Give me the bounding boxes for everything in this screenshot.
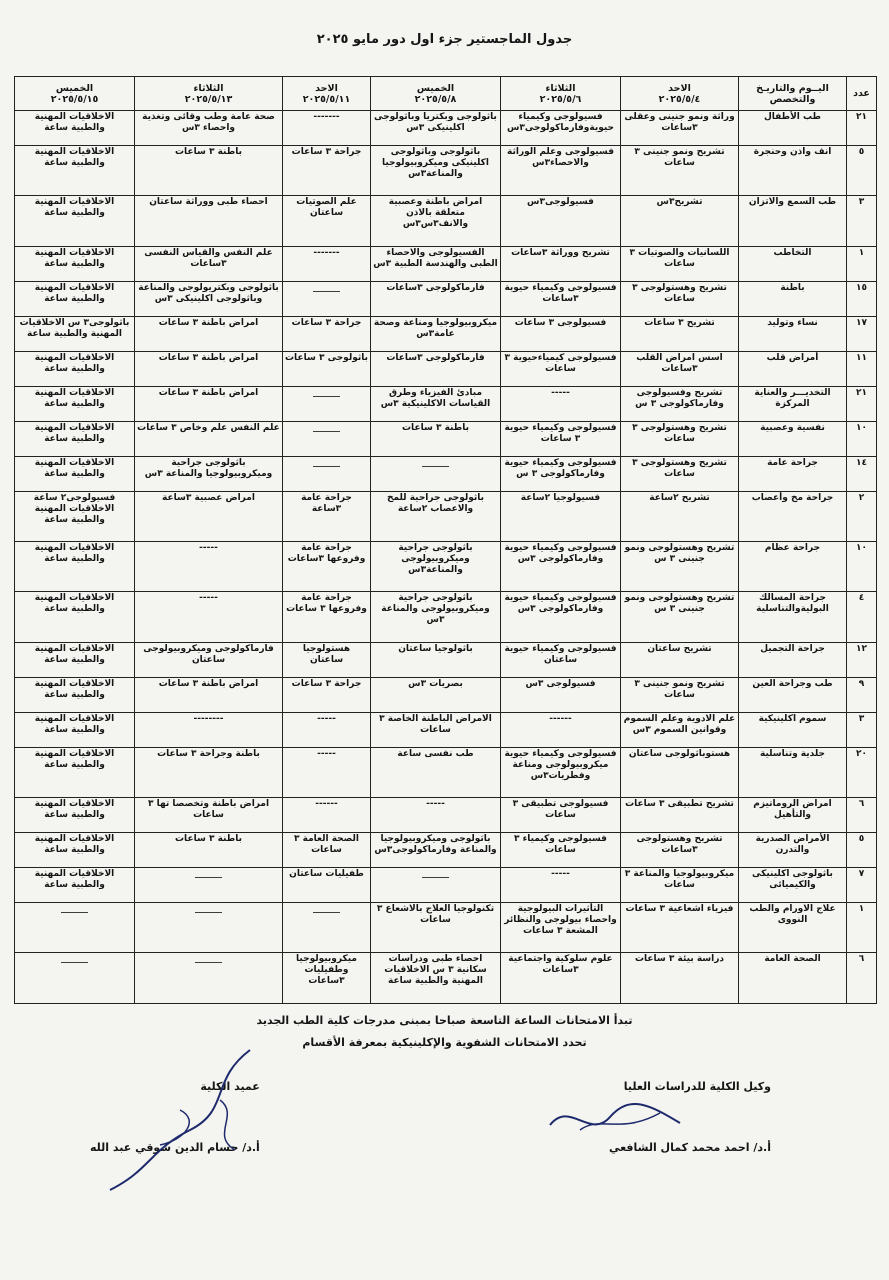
exam-cell: باثولوجى جراحية وميكروبيولوجيا والمناعة ٣س [135,456,283,491]
header-day-6: الخميس ٢٠٢٥/٥/١٥ [15,77,135,111]
exam-cell: الاخلاقيات المهنية والطبية ساعة [15,386,135,421]
exam-cell: الاخلاقيات المهنية والطبية ساعة [15,833,135,868]
exam-cell: باطنة ٣ ساعات [371,421,501,456]
row-specialty: جراحة عامة [739,456,847,491]
row-specialty: طب الأطفال [739,111,847,146]
exam-cell: ______ [371,868,501,903]
header-count: عدد [847,77,877,111]
exam-cell: الاخلاقيات المهنية والطبية ساعة [15,456,135,491]
row-specialty: علاج الاورام والطب النووى [739,903,847,953]
exam-cell: تشريح وهستولوجى ونمو جنينى ٣ س [621,592,739,642]
row-count: ١ [847,246,877,281]
exam-cell: هستولوجيا ساعتان [283,642,371,677]
exam-cell: تشريح وهستولوجى ٣ ساعات [621,421,739,456]
exam-cell: ______ [283,421,371,456]
row-specialty: باطنة [739,281,847,316]
exam-cell: ______ [283,281,371,316]
exam-cell: تشريح ٣ ساعات [621,316,739,351]
row-count: ٢ [847,491,877,541]
table-row [15,351,877,386]
exam-cell: الاخلاقيات المهنية والطبية ساعة [15,677,135,712]
exam-cell: الاخلاقيات المهنية والطبية ساعة [15,747,135,797]
exam-cell: فسيولوجى ٣س [501,677,621,712]
exam-cell: تشريح ونمو جنينى ٣ ساعات [621,145,739,195]
table-row [15,642,877,677]
row-count: ٢١ [847,111,877,146]
table-row [15,868,877,903]
exam-schedule-table [14,76,877,1004]
exam-cell: باثولوجى وبكتريا وباثولوجى اكلينيكى ٣س [371,111,501,146]
exam-cell: فسيولوجى وكيمياء حيوية ساعتان [501,642,621,677]
exam-cell: طب نفسى ساعة [371,747,501,797]
row-specialty: جراحة عظام [739,542,847,592]
row-count: ٥ [847,833,877,868]
exam-cell: امراض باطنة وعصبية متعلقة بالاذن والانف٣س٣س [371,196,501,246]
exam-cell: اسس امراض القلب ٣ساعات [621,351,739,386]
row-count: ٦ [847,953,877,1004]
exam-cell: ______ [135,903,283,953]
exam-cell: فسيولوجى وكيمياء ٣ ساعات [501,833,621,868]
exam-cell: تشريح وفسيولوجى وفارماكولوجى ٣ س [621,386,739,421]
exam-cell: ميكروبيولوجيا والمناعة ٣ ساعات [621,868,739,903]
exam-cell: فسيولوجى تطبيقى ٣ ساعات [501,798,621,833]
exam-cell: جراحة عامة وفروعها ٣ساعات [283,542,371,592]
row-count: ٤ [847,592,877,642]
row-specialty: الصحة العامة [739,953,847,1004]
exam-cell: ------ [283,798,371,833]
row-count: ١٤ [847,456,877,491]
row-specialty: طب السمع والاتزان [739,196,847,246]
exam-cell: الاخلاقيات المهنية والطبية ساعة [15,712,135,747]
exam-cell: فسيولوجى كيمياءحيوية ٣ ساعات [501,351,621,386]
exam-cell: ______ [15,903,135,953]
row-specialty: نساء وتوليد [739,316,847,351]
exam-cell: مبادئ الفيزياء وطرق القياسات الاكلينيكية ٣س [371,386,501,421]
exam-cell: ______ [283,903,371,953]
exam-cell: فيزياء اشعاعية ٣ ساعات [621,903,739,953]
exam-cell: الفسيولوجى والاحصاء الطبى والهندسة الطبية ٣س [371,246,501,281]
exam-cell: الاخلاقيات المهنية والطبية ساعة [15,281,135,316]
row-count: ٣ [847,712,877,747]
exam-cell: الاخلاقيات المهنية والطبية ساعة [15,246,135,281]
exam-cell: جراحة عامة ٣ساعة [283,491,371,541]
vice-dean-name: أ.د/ احمد محمد كمال الشافعي [608,1141,771,1154]
table-row [15,592,877,642]
row-specialty: التخاطب [739,246,847,281]
exam-cell: -------- [135,712,283,747]
exam-cell: ______ [135,953,283,1004]
row-specialty: جراحة التجميل [739,642,847,677]
exam-cell: الاخلاقيات المهنية والطبية ساعة [15,111,135,146]
exam-cell: باثولوجى جراحية وميكروبيولوجى والمناعة ٣س [371,592,501,642]
table-row [15,386,877,421]
exam-cell: امراض باطنة ٣ ساعات [135,351,283,386]
exam-cell: فسيولوجى وكيمياء حيوية ميكروبيولوجى ومناعة وفطريات٣س [501,747,621,797]
table-row [15,953,877,1004]
table-row [15,246,877,281]
exam-cell: تشريح٣س [621,196,739,246]
exam-cell: فارماكولوجى ٣ساعات [371,281,501,316]
header-spec: اليــوم والتاريـخ والتخصص [739,77,847,111]
exam-cell: فسيولوجى وكيمياء حيويةوفارماكولوجى٣س [501,111,621,146]
row-count: ١١ [847,351,877,386]
exam-cell: باثولوجى وميكروبيولوجيا والمناعة وفارماكولوجى٣س [371,833,501,868]
table-row [15,491,877,541]
row-specialty: أمراض قلب [739,351,847,386]
header-row [15,77,877,111]
schedule-body [15,111,877,1004]
table-row [15,798,877,833]
exam-cell: امراض باطنة وتخصصا تها ٣ ساعات [135,798,283,833]
row-specialty: امراض الروماتيزم والتأهيل [739,798,847,833]
note-start-time: تبدأ الامتحانات الساعة التاسعة صباحا بمبنى مدرجات كلية الطب الجديد [256,1014,633,1027]
exam-cell: تشريح ٢ساعة [621,491,739,541]
exam-cell: بصريات ٣س [371,677,501,712]
exam-cell: فسيولوجى وعلم الوراثة والاحصاء٣س [501,145,621,195]
dean-name: أ.د/ حسام الدين شوقي عبد الله [90,1141,260,1154]
exam-cell: فسيولوجى وكيمياء حيوية وفارماكولوجى ٣ س [501,456,621,491]
exam-cell: ______ [371,456,501,491]
header-day-1: الاحد ٢٠٢٥/٥/٤ [621,77,739,111]
exam-cell: فسيولوجى وكيمياء حيوية وفارماكولوجى ٣س [501,592,621,642]
exam-cell: باثولوجى ٣ ساعات [283,351,371,386]
page-title: جدول الماجستير جزء اول دور مايو ٢٠٢٥ [316,32,573,47]
exam-cell: علم النفس والقياس النفسى ٣ساعات [135,246,283,281]
table-row [15,542,877,592]
table-row [15,145,877,195]
header-day-5: الثلاثاء ٢٠٢٥/٥/١٣ [135,77,283,111]
exam-cell: طفيليات ساعتان [283,868,371,903]
exam-cell: باطنة وجراحة ٣ ساعات [135,747,283,797]
exam-cell: الاخلاقيات المهنية والطبية ساعة [15,351,135,386]
exam-cell: ______ [283,456,371,491]
exam-cell: ------- [283,246,371,281]
exam-cell: وراثة ونمو جنينى وعقلى ٣ساعات [621,111,739,146]
exam-cell: ______ [15,953,135,1004]
dean-role: عميد الكلية [200,1080,260,1093]
exam-cell: تشريح وهستولوجى ٣ ساعات [621,281,739,316]
row-specialty: الأمراض الصدرية والتدرن [739,833,847,868]
exam-cell: تشريح وهستولوجى ٣ ساعات [621,456,739,491]
exam-cell: باثولوجيا ساعتان [371,642,501,677]
exam-cell: الصحة العامة ٣ ساعات [283,833,371,868]
exam-cell: علم النفس علم وخاص ٣ ساعات [135,421,283,456]
table-row [15,712,877,747]
row-count: ١٥ [847,281,877,316]
exam-cell: الاخلاقيات المهنية والطبية ساعة [15,421,135,456]
header-day-4: الاحد ٢٠٢٥/٥/١١ [283,77,371,111]
exam-cell: الاخلاقيات المهنية والطبية ساعة [15,642,135,677]
exam-cell: الاخلاقيات المهنية والطبية ساعة [15,868,135,903]
vice-dean-signature-scribble [540,1095,690,1145]
exam-cell: امراض باطنة ٣ ساعات [135,677,283,712]
exam-cell: علم الصوتيات ساعتان [283,196,371,246]
exam-cell: جراحة ٣ ساعات [283,677,371,712]
exam-cell: امراض باطنة ٣ ساعات [135,316,283,351]
row-count: ١٠ [847,542,877,592]
exam-cell: تشريح وهستولوجى ونمو جنينى ٣ س [621,542,739,592]
row-specialty: جراحة المسالك البوليةوالتناسلية [739,592,847,642]
exam-cell: احصاء طبى ودراسات سكانية ٣ س الاخلاقيات المهنية والطبية ساعة [371,953,501,1004]
exam-cell: باثولوجى جراحية للمخ والاعصاب ٢ساعة [371,491,501,541]
exam-cell: فسيولوجى وكيمياء حيوية وفارماكولوجى ٣س [501,542,621,592]
exam-cell: دراسة بيئة ٣ ساعات [621,953,739,1004]
table-row [15,281,877,316]
exam-cell: التأثيرات البيولوجية واحصاء بيولوجى والنظائر المشعة ٣ ساعات [501,903,621,953]
dean-signature-scribble [90,1040,290,1200]
row-specialty: جلدية وتناسلية [739,747,847,797]
table-row [15,111,877,146]
row-count: ٢٠ [847,747,877,797]
exam-cell: فسيولوجيا ٢ساعة [501,491,621,541]
header-day-3: الخميس ٢٠٢٥/٥/٨ [371,77,501,111]
row-specialty: التخديـــر والعناية المركزة [739,386,847,421]
exam-cell: باثولوجى وبكتريولوجى والمناعة وباثولوجى اكلينيكى ٣س [135,281,283,316]
exam-cell: تشريح ووراثة ٣ساعات [501,246,621,281]
exam-cell: ----- [135,592,283,642]
exam-cell: تكنولوجيا العلاج بالاشعاع ٣ ساعات [371,903,501,953]
vice-dean-role: وكيل الكلية للدراسات العليا [623,1080,771,1093]
row-count: ١ [847,903,877,953]
exam-cell: جراحة ٣ ساعات [283,145,371,195]
row-count: ٢١ [847,386,877,421]
exam-cell: احصاء طبى ووراثة ساعتان [135,196,283,246]
exam-cell: تشريح ساعتان [621,642,739,677]
exam-cell: فارماكولوجى وميكروبيولوجى ساعتان [135,642,283,677]
table-row [15,747,877,797]
exam-cell: الامراض الباطنة الخاصة ٣ ساعات [371,712,501,747]
exam-cell: الاخلاقيات المهنية والطبية ساعة [15,196,135,246]
row-count: ٩ [847,677,877,712]
exam-cell: الاخلاقيات المهنية والطبية ساعة [15,542,135,592]
exam-cell: فسيولوجى ٣ ساعات [501,316,621,351]
row-specialty: باثولوجى اكلينيكى والكيميائى [739,868,847,903]
exam-cell: ______ [283,386,371,421]
exam-cell: ----- [371,798,501,833]
table-row [15,316,877,351]
exam-cell: ----- [501,868,621,903]
exam-cell: ميكروبيولوجيا وطفيليات ٣ساعات [283,953,371,1004]
row-specialty: انف واذن وحنجرة [739,145,847,195]
exam-cell: باثولوجى جراحية وميكروبيولوجى والمناعة٣س [371,542,501,592]
exam-cell: ----- [283,712,371,747]
table-row [15,903,877,953]
row-specialty: نفسية وعصبية [739,421,847,456]
row-count: ٣ [847,196,877,246]
exam-cell: ------ [501,712,621,747]
exam-cell: اللسانيات والصوتيات ٣ ساعات [621,246,739,281]
exam-cell: فارماكولوجى ٣ساعات [371,351,501,386]
exam-cell: جراحة عامة وفروعها ٣ ساعات [283,592,371,642]
row-specialty: سموم اكلينيكية [739,712,847,747]
exam-cell: الاخلاقيات المهنية والطبية ساعة [15,145,135,195]
row-specialty: طب وجراحة العين [739,677,847,712]
exam-cell: علوم سلوكية واجتماعية ٣ساعات [501,953,621,1004]
exam-cell: تشريح وهستولوجى ٣ساعات [621,833,739,868]
row-count: ٦ [847,798,877,833]
exam-cell: باثولوجى وباثولوجى اكلينيكى وميكروبيولوجيا والمناعة٣س [371,145,501,195]
exam-cell: فسيولوجى٢ ساعة الاخلاقيات المهنية والطبية ساعة [15,491,135,541]
exam-cell: ______ [135,868,283,903]
row-count: ١٧ [847,316,877,351]
exam-cell: باطنة ٣ ساعات [135,145,283,195]
exam-cell: فسيولوجى٣س [501,196,621,246]
exam-cell: ميكروبيولوجيا ومناعة وصحة عامة٣س [371,316,501,351]
exam-cell: الاخلاقيات المهنية والطبية ساعة [15,592,135,642]
exam-cell: امراض عصبية ٣ساعة [135,491,283,541]
exam-cell: جراحة ٣ ساعات [283,316,371,351]
exam-cell: فسيولوجى وكيمياء حيوية ٣ ساعات [501,421,621,456]
exam-cell: هستوباثولوجى ساعتان [621,747,739,797]
exam-cell: فسيولوجى وكيمياء حيوية ٣ساعات [501,281,621,316]
exam-cell: تشريح تطبيقى ٣ ساعات [621,798,739,833]
exam-cell: الاخلاقيات المهنية والطبية ساعة [15,798,135,833]
table-row [15,833,877,868]
header-day-2: الثلاثاء ٢٠٢٥/٥/٦ [501,77,621,111]
row-count: ٧ [847,868,877,903]
row-specialty: جراحة مخ وأعصاب [739,491,847,541]
exam-cell: صحة عامة وطب وقائى وتغذية واحصاء ٣س [135,111,283,146]
table-row [15,196,877,246]
exam-cell: ------- [283,111,371,146]
exam-cell: ----- [501,386,621,421]
exam-cell: تشريح ونمو جنينى ٣ ساعات [621,677,739,712]
exam-cell: امراض باطنة ٣ ساعات [135,386,283,421]
table-row [15,421,877,456]
exam-cell: ----- [283,747,371,797]
exam-cell: ----- [135,542,283,592]
row-count: ٥ [847,145,877,195]
note-oral-exams: تحدد الامتحانات الشفوية والإكلينيكية بمعرفة الأقسام [302,1036,587,1049]
table-row [15,677,877,712]
exam-cell: باطنة ٣ ساعات [135,833,283,868]
exam-cell: علم الادوية وعلم السموم وقوانين السموم ٣س [621,712,739,747]
table-row [15,456,877,491]
row-count: ١٠ [847,421,877,456]
row-count: ١٢ [847,642,877,677]
exam-cell: باثولوجى٣ س الاخلاقيات المهنية والطبية ساعة [15,316,135,351]
